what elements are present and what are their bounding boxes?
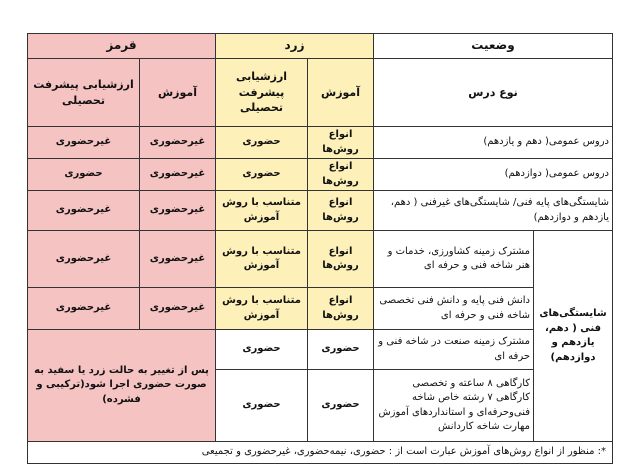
- red-evaluation-cell: حضوری: [28, 159, 140, 191]
- header-yellow-training: آموزش: [308, 59, 374, 127]
- course-cell: مشترک زمینه کشاورزی، خدمات و هنر شاخه فنی و حرفه ای: [374, 231, 534, 288]
- table-row: [28, 159, 613, 191]
- yellow-evaluation-cell: متناسب با روش آموزش: [216, 191, 308, 231]
- header-status: وضعیت: [374, 34, 613, 59]
- yellow-training-cell: انواع روش‌ها: [308, 191, 374, 231]
- red-training-cell: غیرحضوری: [140, 231, 216, 288]
- course-cell: دروس عمومی( دوازدهم): [374, 159, 613, 191]
- yellow-training-cell: انواع روش‌ها: [308, 159, 374, 191]
- header-course-type: نوع درس: [374, 59, 613, 127]
- red-merged-note: پس از تغییر به حالت زرد یا سفید به صورت حضوری اجرا شود(ترکیبی و فشرده): [28, 330, 216, 442]
- course-cell: مشترک زمینه صنعت در شاخه فنی و حرفه ای: [374, 330, 534, 370]
- course-cell: کارگاهی ۸ ساعته و تخصصی کارگاهی ۷ رشته خاص شاخه فنی‌وحرفه‌ای و استانداردهای آموزش مهارت شاخه کاردانش: [374, 370, 534, 442]
- course-cell: دروس عمومی( دهم و یازدهم): [374, 127, 613, 159]
- red-training-cell: غیرحضوری: [140, 288, 216, 330]
- red-evaluation-cell: غیرحضوری: [28, 231, 140, 288]
- course-cell: دانش فنی پایه و دانش فنی تخصصی شاخه فنی و حرفه ای: [374, 288, 534, 330]
- table-row: [28, 330, 613, 370]
- table-container: [27, 33, 612, 457]
- header-yellow: زرد: [216, 34, 374, 59]
- yellow-training-cell: انواع روش‌ها: [308, 288, 374, 330]
- header-yellow-evaluation: ارزشیابی پیشرفت تحصیلی: [216, 59, 308, 127]
- yellow-evaluation-cell: متناسب با روش آموزش: [216, 231, 308, 288]
- yellow-training-cell: انواع روش‌ها: [308, 127, 374, 159]
- technical-competency-group: شایستگی‌های فنی ( دهم، یازدهم و دوازدهم): [534, 231, 613, 442]
- header-red-training: آموزش: [140, 59, 216, 127]
- yellow-evaluation-cell: حضوری: [216, 330, 308, 370]
- yellow-training-cell: انواع روش‌ها: [308, 231, 374, 288]
- course-cell: شایستگی‌های پایه فنی/ شایستگی‌های غیرفنی ( دهم، یازدهم و دوازدهم): [374, 191, 613, 231]
- footnote: *: منظور از انواع روش‌های آموزش عبارت است از : حضوری، نیمه‌حضوری، غیرحضوری و تجمیعی: [28, 442, 613, 464]
- red-evaluation-cell: غیرحضوری: [28, 191, 140, 231]
- yellow-training-cell: حضوری: [308, 370, 374, 442]
- red-training-cell: غیرحضوری: [140, 159, 216, 191]
- red-training-cell: غیرحضوری: [140, 127, 216, 159]
- table-row: [28, 191, 613, 231]
- header-red-evaluation: ارزشیابی پیشرفت تحصیلی: [28, 59, 140, 127]
- red-evaluation-cell: غیرحضوری: [28, 288, 140, 330]
- status-table: [27, 33, 613, 464]
- yellow-evaluation-cell: متناسب با روش آموزش: [216, 288, 308, 330]
- table-row: [28, 288, 613, 330]
- yellow-training-cell: حضوری: [308, 330, 374, 370]
- yellow-evaluation-cell: حضوری: [216, 127, 308, 159]
- header-red: قرمز: [28, 34, 216, 59]
- table-row: [28, 231, 613, 288]
- red-evaluation-cell: غیرحضوری: [28, 127, 140, 159]
- yellow-evaluation-cell: حضوری: [216, 159, 308, 191]
- table-row: [28, 127, 613, 159]
- red-training-cell: غیرحضوری: [140, 191, 216, 231]
- yellow-evaluation-cell: حضوری: [216, 370, 308, 442]
